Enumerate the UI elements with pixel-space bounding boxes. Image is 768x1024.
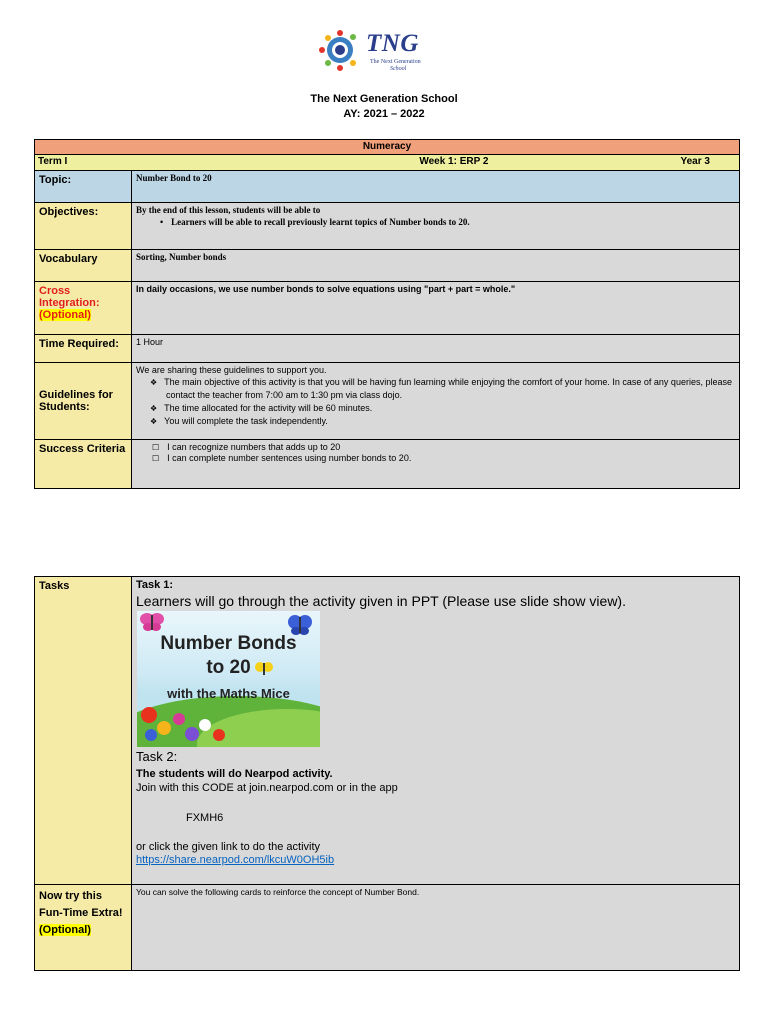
- banner-line2: to 20: [206, 657, 251, 678]
- topic-value: Number Bond to 20: [132, 171, 740, 203]
- guidelines-row: [35, 363, 740, 440]
- guidelines-value: [132, 363, 740, 440]
- logo-subtitle-2: School: [390, 66, 407, 72]
- success-criteria-label: Success Criteria: [35, 440, 132, 489]
- flower-icon: [173, 713, 185, 725]
- guidelines-list: [150, 376, 735, 428]
- cross-integration-label: Cross Integration: (Optional): [35, 282, 132, 335]
- guideline-item: ❖ You will complete the task independently.: [150, 415, 735, 428]
- time-row: [35, 335, 740, 363]
- banner-line3: with the Maths Mice: [167, 686, 290, 701]
- year-label: Year 3: [680, 156, 710, 167]
- flower-icon: [157, 721, 171, 735]
- topic-label: Topic:: [35, 171, 132, 203]
- fun-time-row: [35, 885, 740, 971]
- objectives-row: [35, 203, 740, 250]
- optional-highlight: (Optional): [39, 309, 91, 321]
- term-label: Term I: [38, 156, 68, 167]
- success-criteria-value: [132, 440, 740, 489]
- fun-time-label: Now try this Fun-Time Extra! (Optional): [35, 885, 132, 971]
- nearpod-code: FXMH6: [186, 812, 224, 824]
- tasks-row: [35, 577, 740, 885]
- academic-year: AY: 2021 – 2022: [343, 108, 425, 120]
- time-label: Time Required:: [35, 335, 132, 363]
- logo-name: TNG: [366, 30, 419, 57]
- school-name: The Next Generation School: [310, 93, 458, 105]
- nearpod-link[interactable]: https://share.nearpod.com/lkcuW0OH5ib: [136, 854, 335, 866]
- subject-title: Numeracy: [35, 140, 740, 155]
- guidelines-label: Guidelines for Students:: [35, 363, 132, 440]
- tasks-table: [34, 576, 740, 971]
- tasks-label: Tasks: [35, 577, 132, 885]
- objectives-intro: By the end of this lesson, students will be able to: [136, 205, 321, 215]
- flower-icon: [185, 727, 199, 741]
- success-criteria-row: [35, 440, 740, 489]
- week-label: Week 1: ERP 2: [419, 156, 489, 167]
- flower-icon: [145, 729, 157, 741]
- topic-row: [35, 171, 740, 203]
- cross-integration-value: In daily occasions, we use number bonds to solve equations using "part + part = whole.": [132, 282, 740, 335]
- flower-icon: [141, 707, 157, 723]
- logo-subtitle: The Next Generation: [370, 59, 421, 65]
- vocabulary-value: Sorting, Number bonds: [132, 250, 740, 282]
- objectives-list: [160, 217, 735, 227]
- flower-icon: [199, 719, 211, 731]
- lesson-plan-table: [34, 139, 740, 489]
- success-criteria-item: ☐ I can recognize numbers that adds up to 20: [152, 442, 735, 453]
- success-criteria-item: ☐ I can complete number sentences using number bonds to 20.: [152, 453, 735, 464]
- optional-highlight: (Optional): [39, 924, 91, 936]
- objectives-value: [132, 203, 740, 250]
- butterfly-icon: [139, 611, 165, 633]
- guidelines-intro: We are sharing these guidelines to support you.: [136, 365, 327, 375]
- school-logo: [312, 28, 462, 80]
- join-instructions: Join with this CODE at join.nearpod.com or in the app: [136, 782, 398, 794]
- task2-heading: The students will do Nearpod activity.: [136, 768, 333, 780]
- guideline-item: ❖ The main objective of this activity is that you will be having fun learning while enjoying the comfort of your home. In case of any queries, please contact the teacher from 7:00 am to 1:30 pm via class dojo.: [150, 376, 735, 402]
- tasks-value: [132, 577, 740, 885]
- cross-integration-row: [35, 282, 740, 335]
- task1-title: Task 1:: [136, 579, 174, 591]
- task2-title: Task 2:: [136, 749, 178, 764]
- objectives-item: • Learners will be able to recall previously learnt topics of Number bonds to 20.: [160, 217, 735, 227]
- subject-header-row: [35, 140, 740, 155]
- guideline-item: ❖ The time allocated for the activity will be 60 minutes.: [150, 402, 735, 415]
- vocabulary-row: [35, 250, 740, 282]
- fun-time-value: You can solve the following cards to reinforce the concept of Number Bond.: [132, 885, 740, 971]
- vocabulary-label: Vocabulary: [35, 250, 132, 282]
- globe-logo-icon: [312, 28, 368, 78]
- success-criteria-list: [152, 442, 735, 464]
- banner-line1: Number Bonds: [160, 633, 297, 654]
- time-value: 1 Hour: [132, 335, 740, 363]
- flower-icon: [213, 729, 225, 741]
- objectives-label: Objectives:: [35, 203, 132, 250]
- term-row: [35, 155, 740, 171]
- task1-text: Learners will go through the activity given in PPT (Please use slide show view).: [136, 593, 626, 609]
- link-instructions: or click the given link to do the activity: [136, 841, 321, 853]
- number-bonds-banner-image: [137, 611, 320, 747]
